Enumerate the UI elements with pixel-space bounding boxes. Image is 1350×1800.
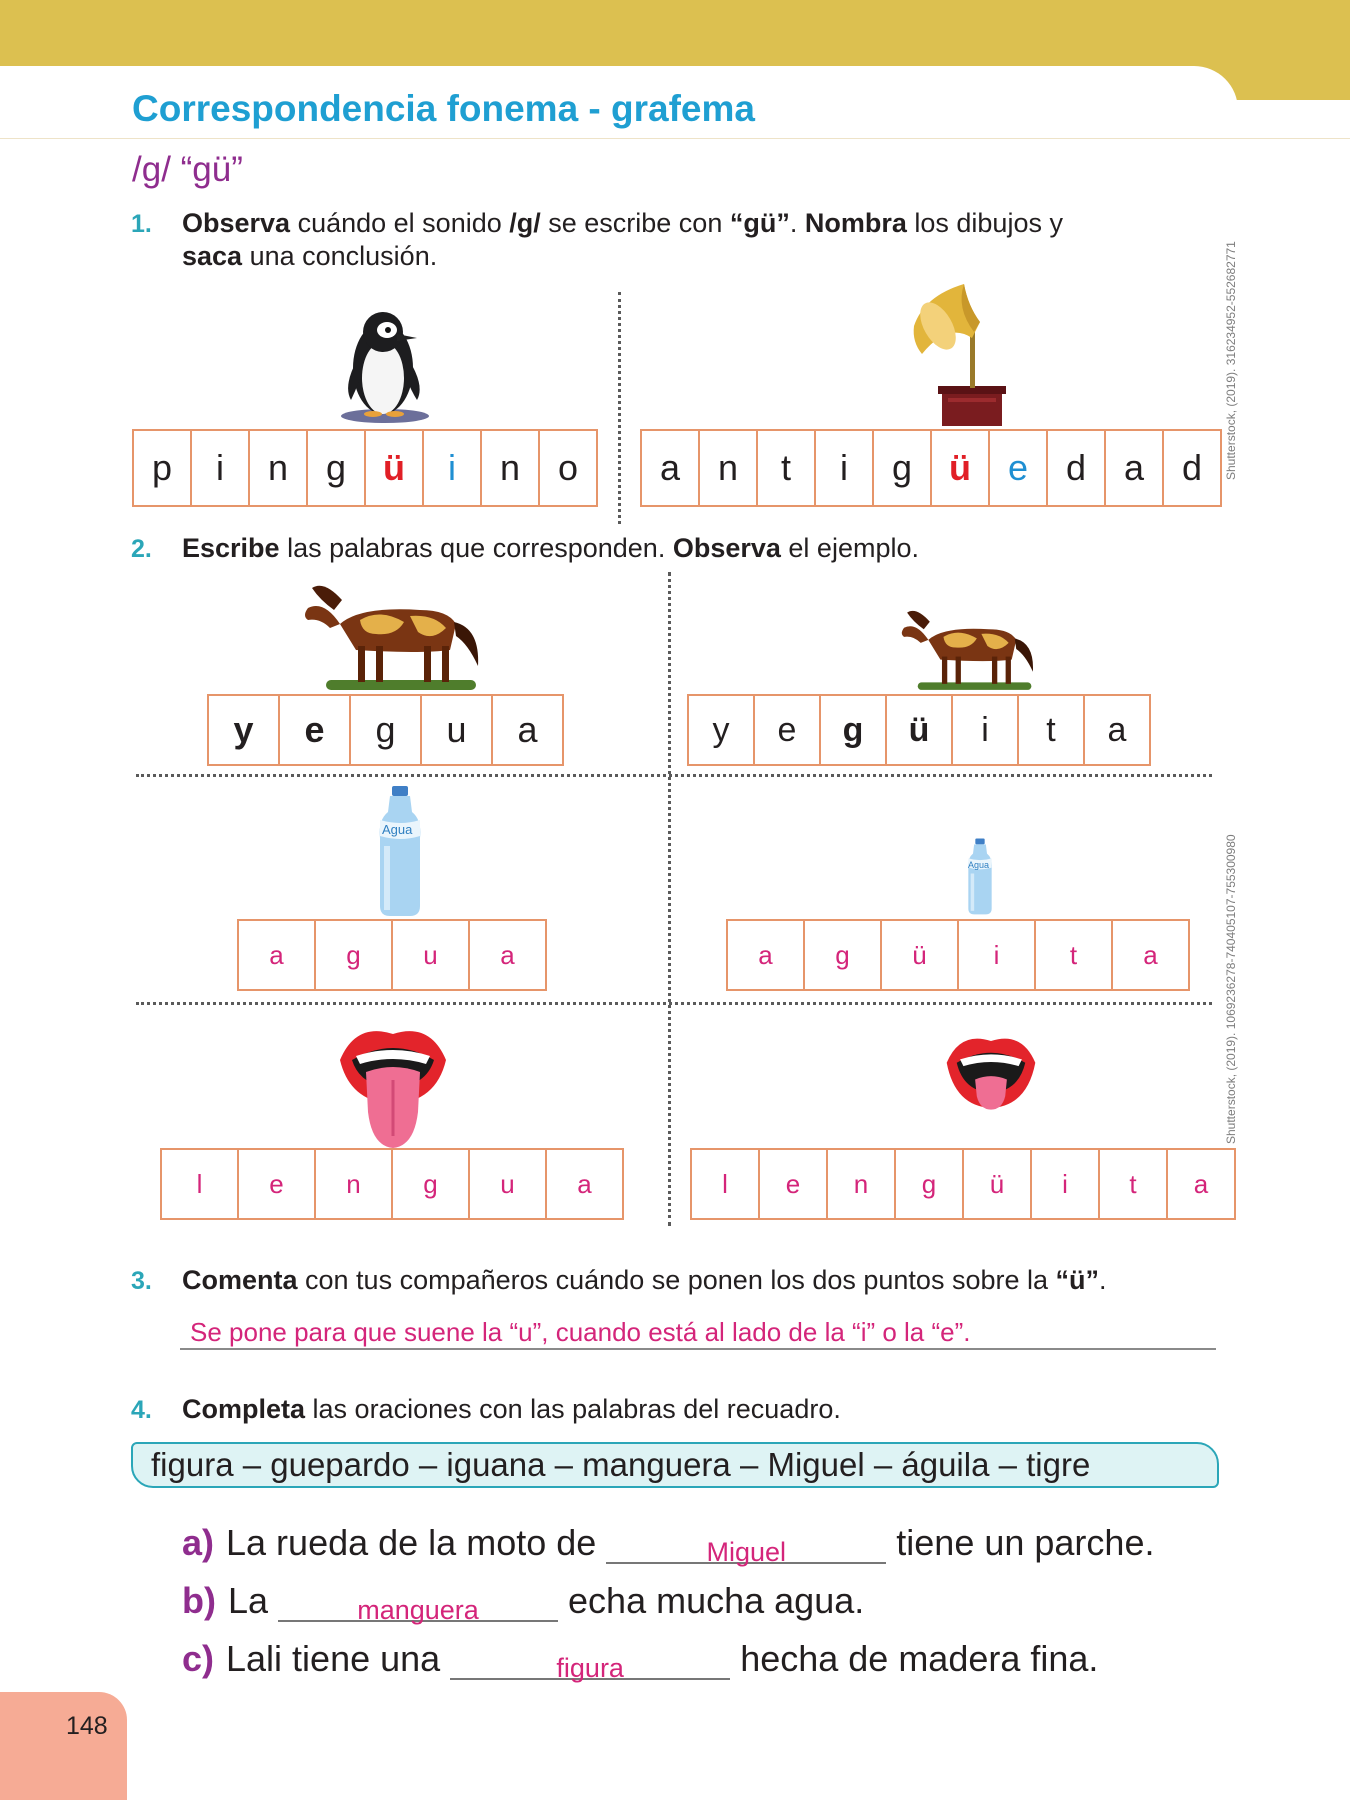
- sentence-b-letter: b): [182, 1580, 216, 1621]
- sentence-a-blank[interactable]: Miguel: [606, 1530, 886, 1564]
- letter-box[interactable]: u: [468, 1148, 547, 1220]
- sentence-b-blank[interactable]: manguera: [278, 1588, 558, 1622]
- letter-box[interactable]: g: [894, 1148, 964, 1220]
- letter-box: ü: [885, 694, 953, 766]
- letter-box: a: [640, 429, 700, 507]
- gramophone-word-boxes: [640, 429, 1222, 507]
- water-bottle-image: Agua: [376, 786, 424, 918]
- letter-box: a: [1083, 694, 1151, 766]
- divider-horizontal-2: [136, 1002, 1212, 1005]
- letter-box: o: [538, 429, 598, 507]
- penguin-image: [335, 308, 431, 424]
- sentence-a: [182, 1522, 1155, 1567]
- letter-box: p: [132, 429, 192, 507]
- image-credit-bottom: Shutterstock, (2019). 1069236278-740405107-755300980: [1224, 834, 1238, 1144]
- sentence-b-before: La: [227, 1580, 269, 1621]
- lenguita-word-boxes: [690, 1148, 1236, 1220]
- letter-box: e: [278, 694, 351, 766]
- letter-box[interactable]: n: [826, 1148, 896, 1220]
- letter-box[interactable]: ü: [962, 1148, 1032, 1220]
- question-1-line-1: Observa cuándo el sonido /g/ se escribe con “gü”. Nombra los dibujos y: [182, 208, 1063, 238]
- letter-box: g: [349, 694, 422, 766]
- letter-box: y: [207, 694, 280, 766]
- aguita-word-boxes: [726, 919, 1190, 991]
- letter-box[interactable]: n: [314, 1148, 393, 1220]
- letter-box: i: [951, 694, 1019, 766]
- letter-box[interactable]: e: [237, 1148, 316, 1220]
- letter-box[interactable]: l: [690, 1148, 760, 1220]
- divider-horizontal-1: [136, 774, 1212, 777]
- letter-box: t: [1017, 694, 1085, 766]
- divider-vertical-q2: [668, 572, 671, 1226]
- letter-box[interactable]: a: [237, 919, 316, 991]
- sentence-b: [182, 1580, 865, 1625]
- letter-box: n: [248, 429, 308, 507]
- letter-box: n: [480, 429, 540, 507]
- letter-box: ü: [364, 429, 424, 507]
- sentence-a-after: tiene un parche.: [896, 1522, 1155, 1563]
- sentence-a-before: La rueda de la moto de: [226, 1522, 597, 1563]
- letter-box[interactable]: a: [726, 919, 805, 991]
- letter-box: a: [1104, 429, 1164, 507]
- question-3-answer-line[interactable]: Se pone para que suene la “u”, cuando está al lado de la “i” o la “e”.: [180, 1314, 1216, 1350]
- letter-box: e: [988, 429, 1048, 507]
- question-3-text: Comenta con tus compañeros cuándo se ponen los dos puntos sobre la “ü”.: [182, 1265, 1107, 1295]
- letter-box: g: [306, 429, 366, 507]
- sentence-c-before: Lali tiene una: [226, 1638, 441, 1679]
- small-water-bottle-image: Agua: [966, 836, 994, 918]
- letter-box: d: [1162, 429, 1222, 507]
- question-1-line-2: saca una conclusión.: [182, 241, 438, 271]
- small-horse-image: [898, 606, 1042, 692]
- letter-box[interactable]: a: [1166, 1148, 1236, 1220]
- letter-box: g: [819, 694, 887, 766]
- letter-box: i: [814, 429, 874, 507]
- title-divider: [0, 138, 1350, 139]
- letter-box[interactable]: e: [758, 1148, 828, 1220]
- agua-word-boxes: [237, 919, 547, 991]
- horse-image: [300, 580, 490, 692]
- letter-box: i: [422, 429, 482, 507]
- sentence-c-after: hecha de madera fina.: [740, 1638, 1099, 1679]
- question-4-text: Completa las oraciones con las palabras del recuadro.: [182, 1394, 841, 1424]
- letter-box[interactable]: a: [468, 919, 547, 991]
- letter-box[interactable]: g: [803, 919, 882, 991]
- letter-box[interactable]: g: [314, 919, 393, 991]
- letter-box[interactable]: a: [545, 1148, 624, 1220]
- yegua-word-boxes: [207, 694, 564, 766]
- letter-box: e: [753, 694, 821, 766]
- letter-box: ü: [930, 429, 990, 507]
- letter-box[interactable]: ü: [880, 919, 959, 991]
- letter-box[interactable]: i: [1030, 1148, 1100, 1220]
- question-4-number: 4.: [131, 1396, 152, 1424]
- letter-box: i: [190, 429, 250, 507]
- small-mouth-tongue-image: [938, 1026, 1044, 1138]
- mouth-tongue-image: [336, 1016, 450, 1150]
- sentence-c-letter: c): [182, 1638, 215, 1679]
- question-2-text: Escribe las palabras que corresponden. Observa el ejemplo.: [182, 533, 919, 563]
- sentence-c: [182, 1638, 1099, 1683]
- letter-box: a: [491, 694, 564, 766]
- image-credit-top: Shutterstock, (2019). 316234952-552682771: [1224, 241, 1238, 480]
- sentence-c-blank[interactable]: figura: [450, 1646, 730, 1680]
- gramophone-image: [908, 282, 1008, 428]
- yeguita-word-boxes: [687, 694, 1151, 766]
- page-number-tab: [0, 1692, 127, 1800]
- letter-box: u: [420, 694, 493, 766]
- letter-box[interactable]: i: [957, 919, 1036, 991]
- word-bank-box: figura – guepardo – iguana – manguera – Miguel – águila – tigre: [131, 1442, 1219, 1488]
- question-1-number: 1.: [131, 210, 152, 238]
- letter-box: n: [698, 429, 758, 507]
- sentence-a-letter: a): [182, 1522, 215, 1563]
- letter-box[interactable]: u: [391, 919, 470, 991]
- penguin-word-boxes: [132, 429, 598, 507]
- letter-box: g: [872, 429, 932, 507]
- page-title: Correspondencia fonema - grafema: [132, 88, 755, 129]
- letter-box[interactable]: t: [1098, 1148, 1168, 1220]
- section-subtitle: /g/ “gü”: [132, 150, 243, 189]
- sentence-b-after: echa mucha agua.: [568, 1580, 865, 1621]
- question-2-number: 2.: [131, 535, 152, 563]
- letter-box[interactable]: t: [1034, 919, 1113, 991]
- page-number: 148: [66, 1712, 108, 1740]
- letter-box: t: [756, 429, 816, 507]
- letter-box[interactable]: a: [1111, 919, 1190, 991]
- divider-vertical-q1: [618, 292, 621, 524]
- letter-box[interactable]: g: [391, 1148, 470, 1220]
- question-3-number: 3.: [131, 1267, 152, 1295]
- letter-box: y: [687, 694, 755, 766]
- letter-box[interactable]: l: [160, 1148, 239, 1220]
- lengua-word-boxes: [160, 1148, 624, 1220]
- letter-box: d: [1046, 429, 1106, 507]
